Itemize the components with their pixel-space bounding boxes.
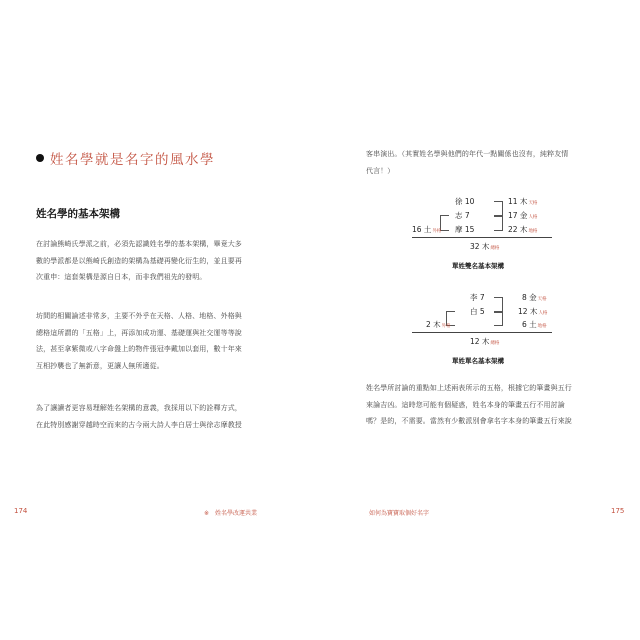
paragraph: [36, 308, 242, 374]
chart-char: 志 7: [455, 211, 470, 220]
chapter-heading: [36, 148, 215, 168]
chart-char: 李 7: [470, 293, 485, 302]
chart-char: 摩 15: [455, 225, 475, 234]
chart-char: 徐 10: [455, 197, 475, 206]
text-line: 數的學派都是以熊崎氏創造的架構為基礎再變化衍生的，並且要再: [36, 256, 242, 265]
total-divider-line: [412, 237, 552, 238]
text-line: 互相抄襲也了無新意，更讓人無所適從。: [36, 361, 164, 370]
text-line: 法，甚至拿紫微或八字命盤上的物件張冠李戴加以套用，數十年來: [36, 345, 242, 353]
running-footer-right: 如何為寶寶取個好名字: [369, 510, 430, 517]
section-heading: 姓名學的基本架構: [36, 208, 120, 220]
text-line: 坊間的相關論述非常多，主要不外乎在天格、人格、地格、外格與: [36, 312, 242, 320]
chart-caption: 單姓單名基本架構: [452, 357, 504, 365]
chapter-title: 姓名學就是名字的風水學: [50, 152, 215, 168]
tian-ge-value: 11 木天格: [508, 197, 538, 206]
total-divider-line: [412, 332, 552, 333]
tian-ge-value: 8 金天格: [522, 293, 547, 302]
text-line: 在討論熊崎氏學派之前，必須先認識姓名學的基本架構，畢竟大多: [36, 240, 242, 248]
text-line: 在此特別感謝穿越時空而來的古今兩大詩人李白居士與徐志摩教授: [36, 420, 242, 429]
ren-ge-value: 17 金人格: [508, 211, 538, 220]
text-line: 客串演出。（其實姓名學與他們的年代一點關係也沒有，純粹友情: [366, 150, 569, 158]
di-ge-value: 22 木地格: [508, 225, 538, 234]
bracket-line: [494, 215, 503, 231]
running-footer-left: ※ 姓名學改運共業: [204, 510, 258, 517]
di-ge-value: 6 土地格: [522, 320, 547, 329]
text-line: 為了讓讀者更容易理解姓名架構的意義，我採用以下的詮釋方式，: [36, 404, 242, 412]
paragraph: [36, 400, 242, 433]
page-number-left: 174: [14, 507, 28, 515]
text-line: 代言！）: [366, 166, 395, 175]
text-line: 姓名學所討論的重點如上述兩表所示的五格，根據它的筆畫與五行: [366, 384, 572, 392]
wai-ge-value: 2 木外格: [426, 320, 451, 329]
text-line: 次重申：這套架構是源自日本，而非我們祖先的發明。: [36, 273, 207, 281]
chart-caption: 單姓雙名基本架構: [452, 262, 504, 270]
bracket-line: [494, 311, 503, 326]
wai-ge-value: 16 土外格: [412, 225, 442, 234]
zong-ge-value: 12 木總格: [470, 337, 500, 346]
ren-ge-value: 12 木人格: [518, 307, 548, 316]
text-line: 嗎？是的，不需要。當然有少數派別會拿名字本身的筆畫五行來說: [366, 417, 572, 425]
chart-char: 白 5: [470, 307, 485, 316]
page-number-right: 175: [611, 507, 625, 515]
paragraph: [366, 146, 568, 179]
paragraph: [36, 236, 242, 286]
text-line: 總格這所謂的「五格」上，再添加成功運、基礎運與社交運等等說: [36, 328, 242, 337]
paragraph: [366, 380, 572, 430]
text-line: 來論吉凶。這時您可能有個疑惑，姓名本身的筆畫五行不用討論: [366, 400, 565, 409]
zong-ge-value: 32 木總格: [470, 242, 500, 251]
bullet-icon: [36, 154, 44, 162]
